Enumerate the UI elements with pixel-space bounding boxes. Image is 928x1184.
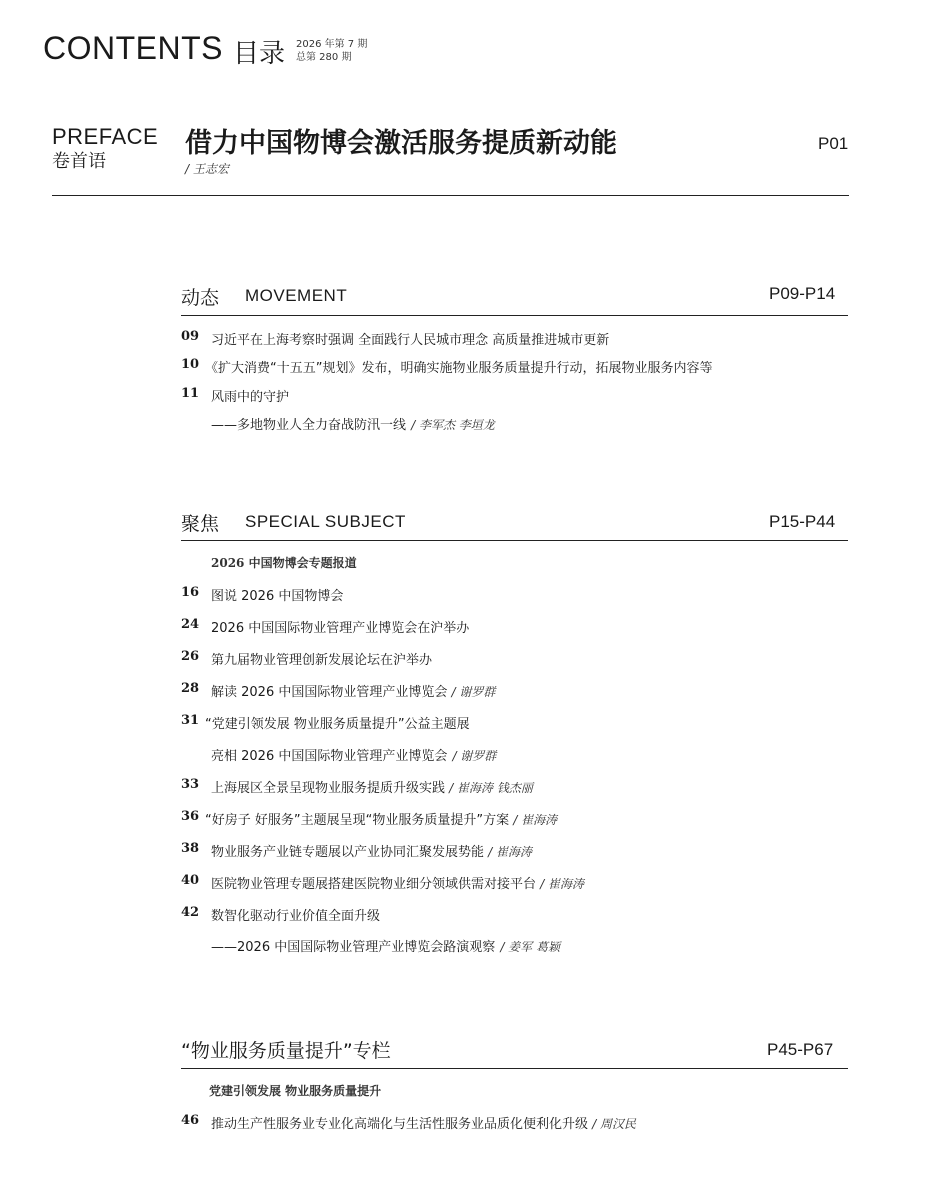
entry-author: / 谢罗群 xyxy=(452,749,497,763)
entry-title: 图说 2026 中国物博会 xyxy=(211,589,344,604)
entry-author: / 李军杰 李垣龙 xyxy=(411,418,495,432)
toc-entry-continuation[interactable] xyxy=(211,745,496,764)
entry-author: / 崔海涛 xyxy=(540,877,585,891)
preface-divider xyxy=(52,195,849,196)
entry-subtitle: ——多地物业人全力奋战防汛一线 xyxy=(211,418,407,433)
entry-title: 物业服务产业链专题展以产业协同汇聚发展势能 / 崔海涛 xyxy=(211,845,533,860)
issue-info xyxy=(296,38,367,64)
entry-page: 28 xyxy=(181,681,200,696)
entry-title: 解读 2026 中国国际物业管理产业博览会 / 谢罗群 xyxy=(211,685,496,700)
entry-author: / 姜军 葛颖 xyxy=(500,940,560,954)
section-special-title-zh: 聚焦 xyxy=(181,513,220,535)
entry-page: 24 xyxy=(181,617,200,632)
entry-subtitle: 亮相 2026 中国国际物业管理产业博览会 xyxy=(211,749,448,764)
entry-page: 11 xyxy=(181,386,200,401)
entry-title: 2026 中国国际物业管理产业博览会在沪举办 xyxy=(211,621,470,636)
entry-title: 风雨中的守护 xyxy=(211,390,290,405)
entry-title: “党建引领发展 物业服务质量提升”公益主题展 xyxy=(205,717,470,732)
entry-title: 《扩大消费“十五五”规划》发布，明确实施物业服务质量提升行动，拓展物业服务内容等 xyxy=(205,361,713,376)
section-movement-range: P09-P14 xyxy=(769,284,836,303)
entry-page: 31 xyxy=(181,713,200,728)
toc-entry-continuation[interactable] xyxy=(211,936,560,955)
entry-author: / 周汉民 xyxy=(592,1117,637,1131)
issue-number: 2026 年第 7 期 xyxy=(296,39,368,50)
entry-page: 42 xyxy=(181,905,200,920)
entry-author: / 崔海涛 xyxy=(488,845,533,859)
section-column-range: P45-P67 xyxy=(767,1040,834,1059)
section-special-range: P15-P44 xyxy=(769,512,836,531)
preface-label-en: PREFACE xyxy=(52,124,159,149)
entry-page: 10 xyxy=(181,357,200,372)
entry-title: 医院物业管理专题展搭建医院物业细分领域供需对接平台 / 崔海涛 xyxy=(211,877,585,892)
section-special-divider xyxy=(181,540,848,541)
section-special-subhead: 2026 中国物博会专题报道 xyxy=(211,556,357,570)
entry-subtitle: ——2026 中国国际物业管理产业博览会路演观察 xyxy=(211,940,496,955)
section-special-title-en: SPECIAL SUBJECT xyxy=(245,512,406,531)
section-column-divider xyxy=(181,1068,848,1069)
entry-title: “好房子 好服务”主题展呈现“物业服务质量提升”方案 / 崔海涛 xyxy=(205,813,558,828)
section-movement-title-en: MOVEMENT xyxy=(245,286,348,305)
entry-page: 38 xyxy=(181,841,200,856)
preface-page: P01 xyxy=(818,134,849,153)
entry-page: 33 xyxy=(181,777,200,792)
entry-page: 36 xyxy=(181,809,200,824)
entry-page: 40 xyxy=(181,873,200,888)
entry-author: / 崔海涛 xyxy=(513,813,558,827)
section-movement-divider xyxy=(181,315,848,316)
section-movement-title-zh: 动态 xyxy=(181,287,220,309)
preface-label-zh: 卷首语 xyxy=(52,151,106,172)
contents-title-zh: 目录 xyxy=(233,39,286,69)
entry-page: 26 xyxy=(181,649,200,664)
entry-title: 推动生产性服务业专业化高端化与生活性服务业品质化便利化升级 / 周汉民 xyxy=(211,1117,637,1132)
section-column-subhead: 党建引领发展 物业服务质量提升 xyxy=(209,1084,382,1098)
entry-page: 16 xyxy=(181,585,200,600)
preface-author: / 王志宏 xyxy=(185,162,229,176)
entry-title: 习近平在上海考察时强调 全面践行人民城市理念 高质量推进城市更新 xyxy=(211,333,610,348)
entry-title: 数智化驱动行业价值全面升级 xyxy=(211,909,381,924)
entry-author: / 谢罗群 xyxy=(451,685,496,699)
entry-page: 46 xyxy=(181,1113,200,1128)
entry-page: 09 xyxy=(181,329,200,344)
entry-title: 第九届物业管理创新发展论坛在沪举办 xyxy=(211,653,433,668)
entry-title: 上海展区全景呈现物业服务提质升级实践 / 崔海涛 钱杰丽 xyxy=(211,781,533,796)
toc-entry-continuation[interactable] xyxy=(211,414,495,433)
preface-title[interactable]: 借力中国物博会激活服务提质新动能 xyxy=(185,128,617,159)
entry-author: / 崔海涛 钱杰丽 xyxy=(449,781,533,795)
contents-title-en: CONTENTS xyxy=(43,30,223,66)
section-column-title: “物业服务质量提升”专栏 xyxy=(181,1040,391,1062)
issue-total: 总第 280 期 xyxy=(296,52,352,63)
